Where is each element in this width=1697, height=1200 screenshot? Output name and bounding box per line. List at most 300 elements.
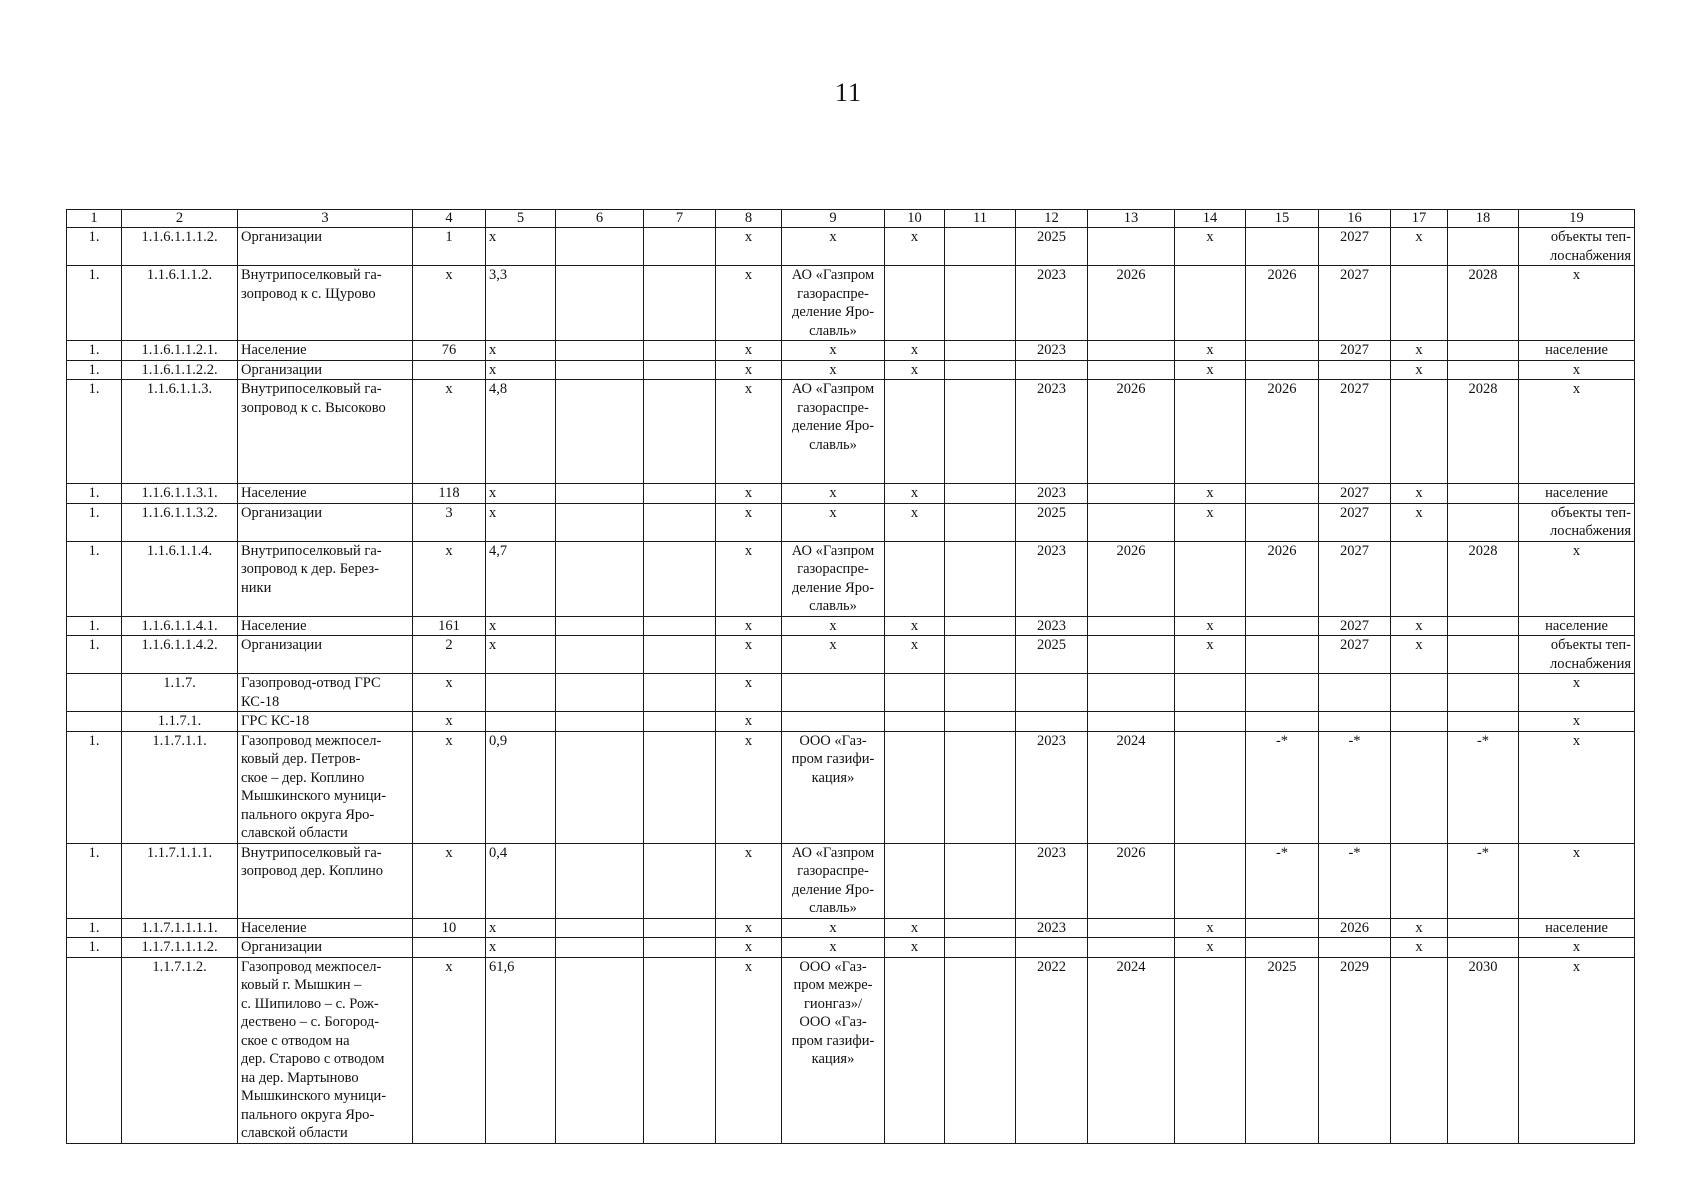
header-cell-8: 8 [716, 210, 782, 228]
end-year-cell [1088, 341, 1175, 361]
col-6-cell [556, 341, 644, 361]
col-8-cell: x [716, 380, 782, 484]
header-cell-13: 13 [1088, 210, 1175, 228]
end-year-cell [1088, 918, 1175, 938]
col-18-cell [1448, 228, 1519, 266]
col-6-cell [556, 541, 644, 616]
header-cell-10: 10 [885, 210, 945, 228]
col-16-cell: 2029 [1319, 957, 1391, 1143]
col-7-cell [644, 380, 716, 484]
col-8-cell: x [716, 674, 782, 712]
consumer-type-cell: x [1519, 731, 1635, 843]
end-year-cell [1088, 484, 1175, 504]
col-17-cell: x [1391, 616, 1448, 636]
start-year-cell [1016, 360, 1088, 380]
start-year-cell [1016, 712, 1088, 732]
start-year-cell: 2023 [1016, 918, 1088, 938]
item-code-cell: 1.1.7.1.1.1.2. [122, 938, 238, 958]
col-15-cell [1246, 616, 1319, 636]
col-7-cell [644, 266, 716, 341]
col-10-cell: x [885, 938, 945, 958]
col-18-cell: 2028 [1448, 541, 1519, 616]
col-7-cell [644, 541, 716, 616]
table-row [67, 674, 1635, 712]
col-17-cell: x [1391, 918, 1448, 938]
row-number-cell: 1. [67, 636, 122, 674]
start-year-cell: 2023 [1016, 341, 1088, 361]
object-name-cell: Организации [238, 636, 413, 674]
table-row [67, 380, 1635, 484]
length-km-cell: 61,6 [486, 957, 556, 1143]
col-11-cell [945, 266, 1016, 341]
length-km-cell: x [486, 341, 556, 361]
col-6-cell [556, 266, 644, 341]
col-4-cell: x [413, 731, 486, 843]
col-6-cell [556, 731, 644, 843]
start-year-cell [1016, 674, 1088, 712]
col-18-cell [1448, 674, 1519, 712]
col-4-cell: x [413, 541, 486, 616]
col-7-cell [644, 712, 716, 732]
object-name-cell: Газопровод межпосел- ковый г. Мышкин – с. Шипилово – с. Рож- дествено – с. Богород- ское с отводом на дер. Старово с отводом на дер. Мартыново Мышкинского муници- пального округа Яро- славской области [238, 957, 413, 1143]
length-km-cell [486, 674, 556, 712]
col-14-cell [1175, 266, 1246, 341]
operator-cell: ООО «Газ- пром межре- гионгаз»/ ООО «Газ- пром газифи- кация» [782, 957, 885, 1143]
col-10-cell [885, 674, 945, 712]
col-11-cell [945, 541, 1016, 616]
col-18-cell: -* [1448, 843, 1519, 918]
col-16-cell: 2027 [1319, 484, 1391, 504]
col-16-cell [1319, 674, 1391, 712]
length-km-cell: 0,9 [486, 731, 556, 843]
object-name-cell: Внутрипоселковый га- зопровод дер. Коплино [238, 843, 413, 918]
start-year-cell: 2023 [1016, 843, 1088, 918]
col-17-cell: x [1391, 228, 1448, 266]
col-17-cell [1391, 380, 1448, 484]
col-14-cell [1175, 712, 1246, 732]
col-15-cell: 2026 [1246, 541, 1319, 616]
col-6-cell [556, 918, 644, 938]
col-14-cell: x [1175, 360, 1246, 380]
col-4-cell: x [413, 266, 486, 341]
col-10-cell: x [885, 360, 945, 380]
col-4-cell: 118 [413, 484, 486, 504]
col-10-cell: x [885, 918, 945, 938]
col-10-cell [885, 843, 945, 918]
col-17-cell: x [1391, 938, 1448, 958]
col-8-cell: x [716, 938, 782, 958]
object-name-cell: Внутрипоселковый га- зопровод к с. Высоково [238, 380, 413, 484]
start-year-cell: 2023 [1016, 266, 1088, 341]
col-10-cell [885, 731, 945, 843]
col-8-cell: x [716, 712, 782, 732]
row-number-cell [67, 957, 122, 1143]
item-code-cell: 1.1.7.1.1.1.1. [122, 918, 238, 938]
end-year-cell [1088, 360, 1175, 380]
item-code-cell: 1.1.6.1.1.2.2. [122, 360, 238, 380]
col-16-cell: 2027 [1319, 266, 1391, 341]
col-17-cell: x [1391, 484, 1448, 504]
col-8-cell: x [716, 636, 782, 674]
end-year-cell: 2026 [1088, 380, 1175, 484]
col-17-cell [1391, 731, 1448, 843]
col-11-cell [945, 484, 1016, 504]
object-name-cell: Организации [238, 503, 413, 541]
item-code-cell: 1.1.6.1.1.3.2. [122, 503, 238, 541]
row-number-cell: 1. [67, 341, 122, 361]
table-row [67, 616, 1635, 636]
col-15-cell [1246, 674, 1319, 712]
end-year-cell [1088, 712, 1175, 732]
col-14-cell: x [1175, 341, 1246, 361]
operator-cell: x [782, 503, 885, 541]
row-number-cell [67, 712, 122, 732]
col-4-cell: 2 [413, 636, 486, 674]
item-code-cell: 1.1.7. [122, 674, 238, 712]
table-row [67, 843, 1635, 918]
col-4-cell: x [413, 674, 486, 712]
col-8-cell: x [716, 266, 782, 341]
end-year-cell: 2026 [1088, 541, 1175, 616]
table-row [67, 484, 1635, 504]
col-8-cell: x [716, 360, 782, 380]
table-row [67, 957, 1635, 1143]
col-7-cell [644, 636, 716, 674]
col-7-cell [644, 616, 716, 636]
col-14-cell [1175, 731, 1246, 843]
col-7-cell [644, 228, 716, 266]
col-14-cell: x [1175, 938, 1246, 958]
col-18-cell [1448, 636, 1519, 674]
col-16-cell: -* [1319, 843, 1391, 918]
consumer-type-cell: население [1519, 616, 1635, 636]
col-11-cell [945, 918, 1016, 938]
col-11-cell [945, 360, 1016, 380]
col-8-cell: x [716, 484, 782, 504]
col-16-cell: -* [1319, 731, 1391, 843]
operator-cell [782, 674, 885, 712]
row-number-cell: 1. [67, 938, 122, 958]
object-name-cell: Газопровод-отвод ГРС КС-18 [238, 674, 413, 712]
end-year-cell [1088, 228, 1175, 266]
col-6-cell [556, 712, 644, 732]
col-6-cell [556, 843, 644, 918]
row-number-cell: 1. [67, 380, 122, 484]
object-name-cell: Внутрипоселковый га- зопровод к с. Щурово [238, 266, 413, 341]
row-number-cell: 1. [67, 266, 122, 341]
header-cell-1: 1 [67, 210, 122, 228]
item-code-cell: 1.1.7.1.1. [122, 731, 238, 843]
col-8-cell: x [716, 843, 782, 918]
col-16-cell [1319, 712, 1391, 732]
item-code-cell: 1.1.7.1.1.1. [122, 843, 238, 918]
length-km-cell: 3,3 [486, 266, 556, 341]
object-name-cell: Газопровод межпосел- ковый дер. Петров- ское – дер. Коплино Мышкинского муници- пального округа Яро- славской области [238, 731, 413, 843]
start-year-cell: 2025 [1016, 228, 1088, 266]
col-16-cell: 2027 [1319, 503, 1391, 541]
row-number-cell: 1. [67, 541, 122, 616]
consumer-type-cell: x [1519, 843, 1635, 918]
col-8-cell: x [716, 503, 782, 541]
start-year-cell: 2022 [1016, 957, 1088, 1143]
col-15-cell: -* [1246, 731, 1319, 843]
col-16-cell: 2027 [1319, 541, 1391, 616]
col-14-cell: x [1175, 918, 1246, 938]
col-16-cell: 2027 [1319, 341, 1391, 361]
consumer-type-cell: x [1519, 360, 1635, 380]
length-km-cell: x [486, 503, 556, 541]
col-14-cell [1175, 674, 1246, 712]
consumer-type-cell: объекты теп- лоснабжения [1519, 636, 1635, 674]
col-6-cell [556, 380, 644, 484]
header-cell-14: 14 [1175, 210, 1246, 228]
col-14-cell [1175, 541, 1246, 616]
col-15-cell [1246, 712, 1319, 732]
col-8-cell: x [716, 918, 782, 938]
start-year-cell: 2025 [1016, 503, 1088, 541]
col-17-cell [1391, 674, 1448, 712]
col-7-cell [644, 957, 716, 1143]
item-code-cell: 1.1.6.1.1.1.2. [122, 228, 238, 266]
col-14-cell: x [1175, 503, 1246, 541]
col-11-cell [945, 616, 1016, 636]
item-code-cell: 1.1.6.1.1.2. [122, 266, 238, 341]
col-17-cell [1391, 843, 1448, 918]
consumer-type-cell: x [1519, 541, 1635, 616]
col-18-cell: 2028 [1448, 266, 1519, 341]
item-code-cell: 1.1.7.1. [122, 712, 238, 732]
operator-cell: АО «Газпром газораспре- деление Яро- славль» [782, 266, 885, 341]
operator-cell: x [782, 938, 885, 958]
col-16-cell: 2026 [1319, 918, 1391, 938]
item-code-cell: 1.1.6.1.1.4.2. [122, 636, 238, 674]
page-number: 11 [834, 78, 863, 107]
col-18-cell [1448, 341, 1519, 361]
start-year-cell: 2023 [1016, 541, 1088, 616]
col-15-cell: 2026 [1246, 266, 1319, 341]
start-year-cell: 2025 [1016, 636, 1088, 674]
col-10-cell [885, 380, 945, 484]
col-17-cell [1391, 266, 1448, 341]
object-name-cell: Внутрипоселковый га- зопровод к дер. Берез- ники [238, 541, 413, 616]
col-4-cell: 76 [413, 341, 486, 361]
col-7-cell [644, 918, 716, 938]
end-year-cell [1088, 674, 1175, 712]
col-10-cell: x [885, 636, 945, 674]
consumer-type-cell: x [1519, 938, 1635, 958]
object-name-cell: Население [238, 341, 413, 361]
object-name-cell: ГРС КС-18 [238, 712, 413, 732]
header-cell-6: 6 [556, 210, 644, 228]
col-10-cell [885, 266, 945, 341]
col-10-cell: x [885, 503, 945, 541]
col-18-cell: 2028 [1448, 380, 1519, 484]
table-row [67, 266, 1635, 341]
consumer-type-cell: население [1519, 918, 1635, 938]
col-4-cell: x [413, 843, 486, 918]
operator-cell: АО «Газпром газораспре- деление Яро- славль» [782, 541, 885, 616]
start-year-cell: 2023 [1016, 380, 1088, 484]
col-14-cell: x [1175, 636, 1246, 674]
object-name-cell: Население [238, 918, 413, 938]
col-4-cell: 10 [413, 918, 486, 938]
col-18-cell: -* [1448, 731, 1519, 843]
col-4-cell: x [413, 957, 486, 1143]
length-km-cell: x [486, 228, 556, 266]
end-year-cell: 2024 [1088, 957, 1175, 1143]
col-4-cell: x [413, 380, 486, 484]
row-number-cell: 1. [67, 616, 122, 636]
header-cell-4: 4 [413, 210, 486, 228]
col-4-cell: 1 [413, 228, 486, 266]
col-6-cell [556, 228, 644, 266]
col-16-cell: 2027 [1319, 228, 1391, 266]
col-11-cell [945, 228, 1016, 266]
length-km-cell: x [486, 484, 556, 504]
col-6-cell [556, 616, 644, 636]
col-17-cell: x [1391, 636, 1448, 674]
col-14-cell: x [1175, 484, 1246, 504]
table-row [67, 541, 1635, 616]
table-row [67, 731, 1635, 843]
col-11-cell [945, 843, 1016, 918]
header-cell-19: 19 [1519, 210, 1635, 228]
consumer-type-cell: x [1519, 380, 1635, 484]
end-year-cell: 2024 [1088, 731, 1175, 843]
col-15-cell [1246, 341, 1319, 361]
length-km-cell: x [486, 360, 556, 380]
col-8-cell: x [716, 957, 782, 1143]
col-8-cell: x [716, 541, 782, 616]
gas-pipeline-plan-table [66, 209, 1635, 1144]
item-code-cell: 1.1.6.1.1.3. [122, 380, 238, 484]
object-name-cell: Население [238, 484, 413, 504]
col-18-cell [1448, 712, 1519, 732]
table-row [67, 341, 1635, 361]
col-6-cell [556, 938, 644, 958]
col-18-cell [1448, 484, 1519, 504]
col-14-cell: x [1175, 616, 1246, 636]
length-km-cell: 4,7 [486, 541, 556, 616]
table-row [67, 712, 1635, 732]
end-year-cell: 2026 [1088, 843, 1175, 918]
col-11-cell [945, 731, 1016, 843]
header-cell-17: 17 [1391, 210, 1448, 228]
col-7-cell [644, 938, 716, 958]
col-7-cell [644, 843, 716, 918]
length-km-cell [486, 712, 556, 732]
header-row [67, 210, 1635, 228]
col-15-cell: -* [1246, 843, 1319, 918]
consumer-type-cell: x [1519, 266, 1635, 341]
object-name-cell: Организации [238, 938, 413, 958]
col-7-cell [644, 674, 716, 712]
table-row [67, 918, 1635, 938]
col-15-cell [1246, 484, 1319, 504]
operator-cell: x [782, 636, 885, 674]
col-18-cell: 2030 [1448, 957, 1519, 1143]
table-row [67, 228, 1635, 266]
length-km-cell: x [486, 918, 556, 938]
header-cell-16: 16 [1319, 210, 1391, 228]
header-cell-7: 7 [644, 210, 716, 228]
operator-cell: x [782, 918, 885, 938]
length-km-cell: 0,4 [486, 843, 556, 918]
consumer-type-cell: x [1519, 712, 1635, 732]
col-11-cell [945, 712, 1016, 732]
operator-cell: x [782, 360, 885, 380]
col-15-cell [1246, 938, 1319, 958]
col-8-cell: x [716, 341, 782, 361]
operator-cell: x [782, 616, 885, 636]
col-8-cell: x [716, 731, 782, 843]
col-18-cell [1448, 938, 1519, 958]
col-4-cell: x [413, 712, 486, 732]
row-number-cell: 1. [67, 731, 122, 843]
col-15-cell [1246, 636, 1319, 674]
consumer-type-cell: x [1519, 957, 1635, 1143]
end-year-cell [1088, 616, 1175, 636]
col-7-cell [644, 484, 716, 504]
consumer-type-cell: население [1519, 341, 1635, 361]
length-km-cell: x [486, 938, 556, 958]
col-10-cell: x [885, 228, 945, 266]
col-10-cell: x [885, 484, 945, 504]
col-11-cell [945, 636, 1016, 674]
col-10-cell [885, 957, 945, 1143]
item-code-cell: 1.1.7.1.2. [122, 957, 238, 1143]
col-4-cell [413, 938, 486, 958]
col-15-cell [1246, 918, 1319, 938]
col-11-cell [945, 380, 1016, 484]
col-16-cell: 2027 [1319, 616, 1391, 636]
col-7-cell [644, 731, 716, 843]
consumer-type-cell: x [1519, 674, 1635, 712]
table-row [67, 360, 1635, 380]
operator-cell: ООО «Газ- пром газифи- кация» [782, 731, 885, 843]
col-11-cell [945, 341, 1016, 361]
col-17-cell: x [1391, 360, 1448, 380]
object-name-cell: Население [238, 616, 413, 636]
header-cell-5: 5 [486, 210, 556, 228]
length-km-cell: x [486, 636, 556, 674]
col-11-cell [945, 503, 1016, 541]
operator-cell: x [782, 341, 885, 361]
header-cell-3: 3 [238, 210, 413, 228]
col-10-cell: x [885, 616, 945, 636]
col-10-cell: x [885, 341, 945, 361]
col-16-cell: 2027 [1319, 636, 1391, 674]
end-year-cell [1088, 503, 1175, 541]
col-18-cell [1448, 503, 1519, 541]
col-17-cell [1391, 712, 1448, 732]
start-year-cell: 2023 [1016, 484, 1088, 504]
col-18-cell [1448, 616, 1519, 636]
item-code-cell: 1.1.6.1.1.4. [122, 541, 238, 616]
row-number-cell: 1. [67, 360, 122, 380]
row-number-cell: 1. [67, 843, 122, 918]
object-name-cell: Организации [238, 360, 413, 380]
consumer-type-cell: население [1519, 484, 1635, 504]
row-number-cell [67, 674, 122, 712]
row-number-cell: 1. [67, 484, 122, 504]
col-17-cell: x [1391, 341, 1448, 361]
item-code-cell: 1.1.6.1.1.4.1. [122, 616, 238, 636]
object-name-cell: Организации [238, 228, 413, 266]
col-14-cell [1175, 843, 1246, 918]
col-16-cell: 2027 [1319, 380, 1391, 484]
col-10-cell [885, 712, 945, 732]
